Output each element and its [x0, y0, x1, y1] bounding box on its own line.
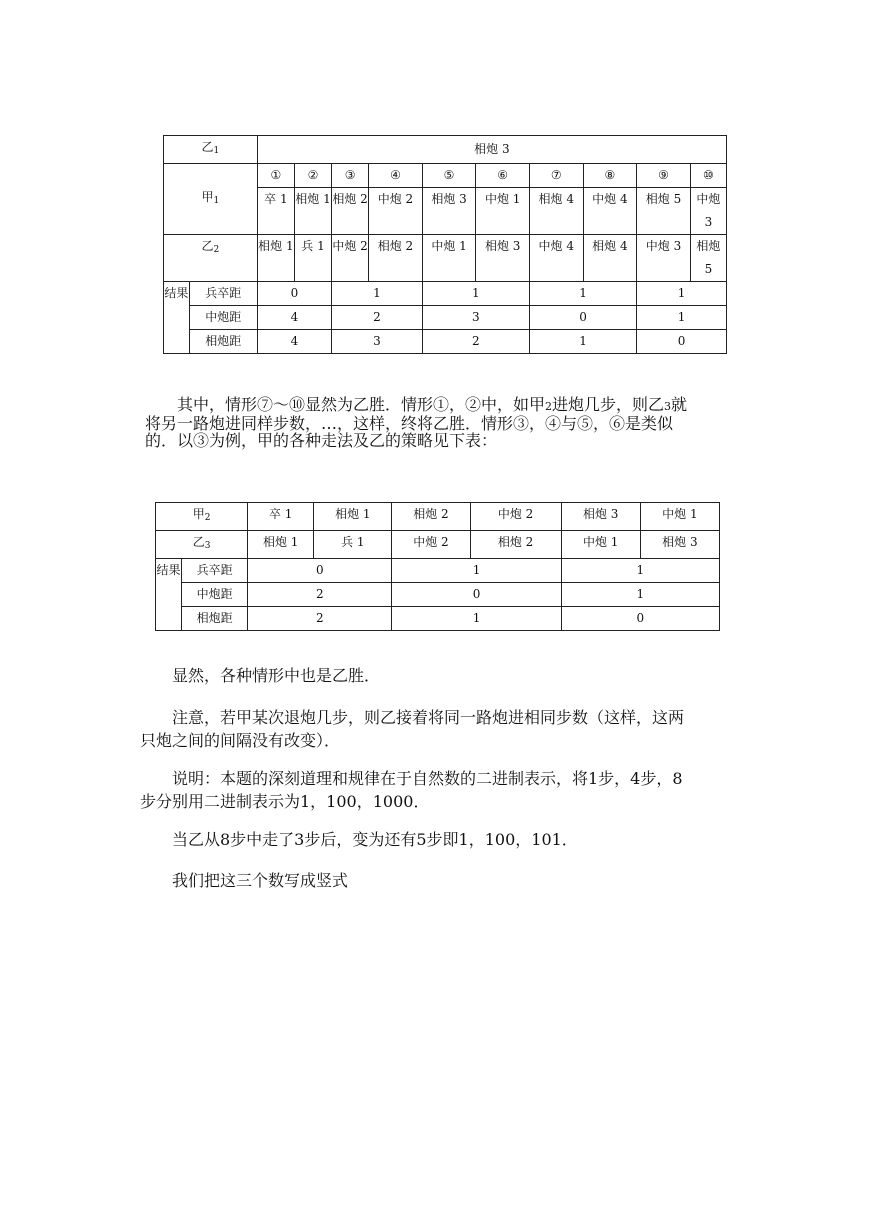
jia-move-cell: 相炮 2 — [392, 503, 470, 531]
case-number: ⑩ — [690, 164, 726, 188]
result-cell: 1 — [392, 559, 561, 583]
paragraph-line: 说明：本题的深刻道理和规律在于自然数的二进制表示，将1步，4步，8 — [172, 769, 683, 788]
jia-move-cell: 中炮 3 — [690, 188, 726, 235]
yi-move-cell: 相炮 2 — [369, 235, 423, 282]
table1-jia-label: 甲$_1$ — [164, 164, 258, 235]
yi-move-cell: 中炮 2 — [332, 235, 369, 282]
table2-jia-label: 甲$_2$ — [156, 503, 248, 531]
yi-move-cell: 中炮 1 — [422, 235, 476, 282]
result-cell: 3 — [332, 330, 423, 354]
result-cell: 1 — [392, 607, 561, 631]
paragraph-steps: 当乙从8步中走了3步后，变为还有5步即1，100，101． — [172, 830, 578, 849]
result-cell: 2 — [332, 306, 423, 330]
result-cell: 1 — [529, 282, 636, 306]
yi-move-cell: 中炮 3 — [637, 235, 691, 282]
result-cell: 2 — [248, 607, 392, 631]
table1-result-label: 结果 — [164, 282, 190, 354]
result-cell: 0 — [248, 559, 392, 583]
result-cell: 4 — [257, 330, 331, 354]
yi-move-cell: 中炮 1 — [561, 531, 640, 559]
case-number: ④ — [369, 164, 423, 188]
result-cell: 0 — [529, 306, 636, 330]
paragraph-vertical-form: 我们把这三个数写成竖式 — [172, 871, 349, 890]
case-number: ⑤ — [422, 164, 476, 188]
result-cell: 0 — [257, 282, 331, 306]
result-row-label: 中炮距 — [182, 583, 248, 607]
result-row-label: 兵卒距 — [189, 282, 257, 306]
yi-move-cell: 兵 1 — [294, 235, 331, 282]
jia-move-cell: 中炮 1 — [476, 188, 530, 235]
paragraph-line: 步分别用二进制表示为1，100，1000． — [140, 792, 430, 811]
result-cell: 4 — [257, 306, 331, 330]
result-cell: 0 — [392, 583, 561, 607]
case-number: ① — [257, 164, 294, 188]
table1-header-right: 相炮 3 — [257, 136, 726, 164]
result-cell: 1 — [637, 306, 727, 330]
yi-move-cell: 相炮 1 — [257, 235, 294, 282]
case-number: ⑥ — [476, 164, 530, 188]
result-cell: 1 — [561, 559, 719, 583]
yi-move-cell: 相炮 4 — [583, 235, 637, 282]
case-number: ⑦ — [529, 164, 583, 188]
jia-move-cell: 中炮 4 — [583, 188, 637, 235]
strategy-table-1 — [163, 135, 727, 354]
paragraph-line: 的．以③为例，甲的各种走法及乙的策略见下表： — [145, 431, 498, 450]
result-cell: 0 — [561, 607, 719, 631]
paragraph-line: 将另一路炮进同样步数，…，这样，终将乙胜．情形③，④与⑤，⑥是类似 — [145, 414, 674, 433]
result-row-label: 相炮距 — [182, 607, 248, 631]
result-cell: 1 — [637, 282, 727, 306]
case-number: ⑨ — [637, 164, 691, 188]
yi-move-cell: 相炮 5 — [690, 235, 726, 282]
yi-move-cell: 中炮 2 — [392, 531, 470, 559]
jia-move-cell: 卒 1 — [257, 188, 294, 235]
jia-move-cell: 中炮 2 — [470, 503, 561, 531]
result-cell: 0 — [637, 330, 727, 354]
result-cell: 1 — [561, 583, 719, 607]
paragraph-explanation — [145, 393, 765, 452]
paragraph-conclusion: 显然，各种情形中也是乙胜． — [172, 666, 381, 685]
result-row-label: 兵卒距 — [182, 559, 248, 583]
result-row-label: 相炮距 — [189, 330, 257, 354]
jia-move-cell: 相炮 3 — [561, 503, 640, 531]
jia-move-cell: 中炮 2 — [369, 188, 423, 235]
yi-move-cell: 相炮 3 — [640, 531, 719, 559]
result-cell: 2 — [248, 583, 392, 607]
jia-move-cell: 相炮 4 — [529, 188, 583, 235]
jia-move-cell: 卒 1 — [248, 503, 314, 531]
result-row-label: 中炮距 — [189, 306, 257, 330]
jia-move-cell: 相炮 1 — [314, 503, 392, 531]
table1-header-left: 乙$_1$ — [164, 136, 258, 164]
yi-move-cell: 相炮 2 — [470, 531, 561, 559]
yi-move-cell: 相炮 1 — [248, 531, 314, 559]
result-cell: 2 — [422, 330, 529, 354]
paragraph-line: 只炮之间的间隔没有改变）． — [140, 731, 341, 750]
case-number: ② — [294, 164, 331, 188]
paragraph-note — [140, 706, 760, 752]
table1-yi-label: 乙$_2$ — [164, 235, 258, 282]
yi-move-cell: 兵 1 — [314, 531, 392, 559]
jia-move-cell: 相炮 3 — [422, 188, 476, 235]
yi-move-cell: 相炮 3 — [476, 235, 530, 282]
yi-move-cell: 中炮 4 — [529, 235, 583, 282]
jia-move-cell: 相炮 1 — [294, 188, 331, 235]
table2-yi-label: 乙$_3$ — [156, 531, 248, 559]
strategy-table-2 — [155, 502, 720, 631]
jia-move-cell: 相炮 5 — [637, 188, 691, 235]
jia-move-cell: 中炮 1 — [640, 503, 719, 531]
result-cell: 1 — [529, 330, 636, 354]
result-cell: 3 — [422, 306, 529, 330]
paragraph-line: 注意，若甲某次退炮几步，则乙接着将同一路炮进相同步数（这样，这两 — [172, 708, 685, 727]
result-cell: 1 — [422, 282, 529, 306]
paragraph-line: 其中，情形⑦～⑩显然为乙胜．情形①，②中，如甲2进炮几步，则乙3就 — [177, 395, 688, 414]
result-cell: 1 — [332, 282, 423, 306]
case-number: ③ — [332, 164, 369, 188]
table2-result-label: 结果 — [156, 559, 182, 631]
case-number: ⑧ — [583, 164, 637, 188]
jia-move-cell: 相炮 2 — [332, 188, 369, 235]
paragraph-explanation-binary — [140, 767, 760, 813]
